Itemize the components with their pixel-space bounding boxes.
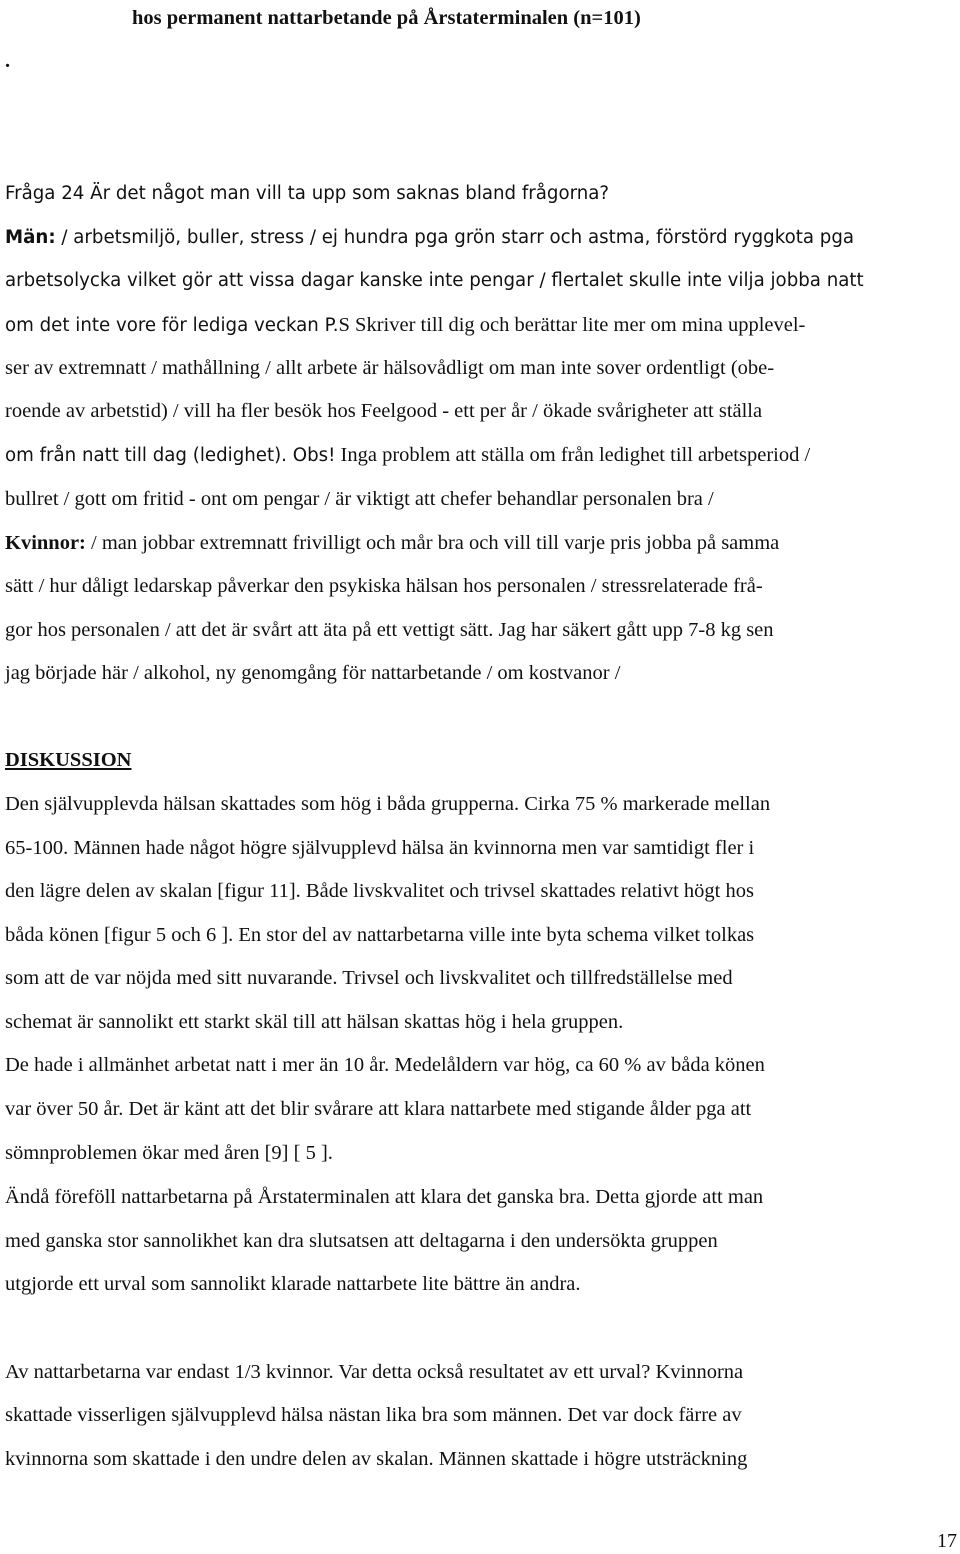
discussion-line: schemat är sannolikt ett starkt skäl till att hälsan skattas hög i hela gruppen.: [5, 1011, 624, 1033]
answer-line: gor hos personalen / att det är svårt att äta på ett vettigt sätt. Jag har säkert gått upp 7-8 kg sen: [5, 619, 774, 641]
discussion-line: som att de var nöjda med sitt nuvarande. Trivsel och livskvalitet och tillfredställelse med: [5, 967, 733, 989]
answer-line: sätt / hur dåligt ledarskap påverkar den psykiska hälsan hos personalen / stressrelaterade frå-: [5, 575, 763, 597]
discussion-heading: DISKUSSION: [5, 749, 132, 771]
answer-line: ser av extremnatt / mathållning / allt arbete är hälsovådligt om man inte sover ordentligt (obe-: [5, 357, 775, 379]
discussion-line: utgjorde ett urval som sannolikt klarade nattarbete lite bättre än andra.: [5, 1273, 581, 1295]
answer-text-sans: om från natt till dag (ledighet). Obs!: [5, 445, 336, 466]
question-label: Fråga 24: [5, 183, 85, 204]
discussion-line: De hade i allmänhet arbetat natt i mer än 10 år. Medelåldern var hög, ca 60 % av båda könen: [5, 1054, 765, 1076]
answer-text: S Skriver till dig och berättar lite mer om mina upplevel-: [338, 314, 806, 336]
section-title: hos permanent nattarbetande på Årstaterminalen (n=101): [132, 7, 641, 29]
men-label: Män:: [5, 227, 56, 248]
page-number: 17: [937, 1530, 957, 1552]
answer-line: [5, 442, 810, 469]
discussion-line: var över 50 år. Det är känt att det blir svårare att klara nattarbete med stigande ålder pga att: [5, 1098, 752, 1120]
answer-line: arbetsolycka vilket gör att vissa dagar kanske inte pengar / flertalet skulle inte vilja jobba natt: [5, 270, 864, 291]
answer-text: / man jobbar extremnatt frivilligt och mår bra och vill till varje pris jobba på samma: [85, 532, 780, 554]
question-text: Är det något man vill ta upp som saknas bland frågorna?: [84, 183, 610, 204]
question-line: [5, 181, 609, 207]
answer-line: [5, 312, 805, 339]
discussion-line: sömnproblemen ökar med åren [9] [ 5 ].: [5, 1142, 333, 1164]
discussion-line: Av nattarbetarna var endast 1/3 kvinnor. Var detta också resultatet av ett urval? Kvinnorna: [5, 1361, 744, 1383]
discussion-line: med ganska stor sannolikhet kan dra slutsatsen att deltagarna i den undersökta gruppen: [5, 1230, 718, 1252]
answer-line: jag började här / alkohol, ny genomgång för nattarbetande / om kostvanor /: [5, 662, 621, 684]
stray-dot: .: [5, 50, 11, 72]
women-answer-line: [5, 530, 779, 556]
women-label: Kvinnor:: [5, 532, 86, 554]
discussion-line: skattade visserligen självupplevd hälsa nästan lika bra som männen. Det var dock färre av: [5, 1404, 742, 1426]
discussion-line: den lägre delen av skalan [figur 11]. Både livskvalitet och trivsel skattades relativt högt hos: [5, 880, 754, 902]
discussion-line: båda könen [figur 5 och 6 ]. En stor del av nattarbetarna ville inte byta schema vilket tolkas: [5, 924, 755, 946]
answer-line: roende av arbetstid) / vill ha fler besök hos Feelgood - ett per år / ökade svårigheter att ställa: [5, 400, 763, 422]
answer-text: Inga problem att ställa om från ledighet till arbetsperiod /: [335, 444, 811, 466]
discussion-line: kvinnorna som skattade i den undre delen av skalan. Männen skattade i högre utsträckning: [5, 1448, 748, 1470]
discussion-line: 65-100. Männen hade något högre självupplevd hälsa än kvinnorna men var samtidigt fler i: [5, 837, 755, 859]
discussion-line: Ändå föreföll nattarbetarna på Årstaterminalen att klara det ganska bra. Detta gjorde att man: [5, 1186, 764, 1208]
men-answer-line: [5, 225, 854, 251]
answer-line: bullret / gott om fritid - ont om pengar / är viktigt att chefer behandlar personalen bra /: [5, 488, 714, 510]
discussion-line: Den självupplevda hälsan skattades som hög i båda grupperna. Cirka 75 % markerade mellan: [5, 793, 771, 815]
answer-text-sans: om det inte vore för lediga veckan P.: [5, 315, 339, 336]
answer-text: / arbetsmiljö, buller, stress / ej hundra pga grön starr och astma, förstörd ryggkota pga: [55, 227, 855, 248]
